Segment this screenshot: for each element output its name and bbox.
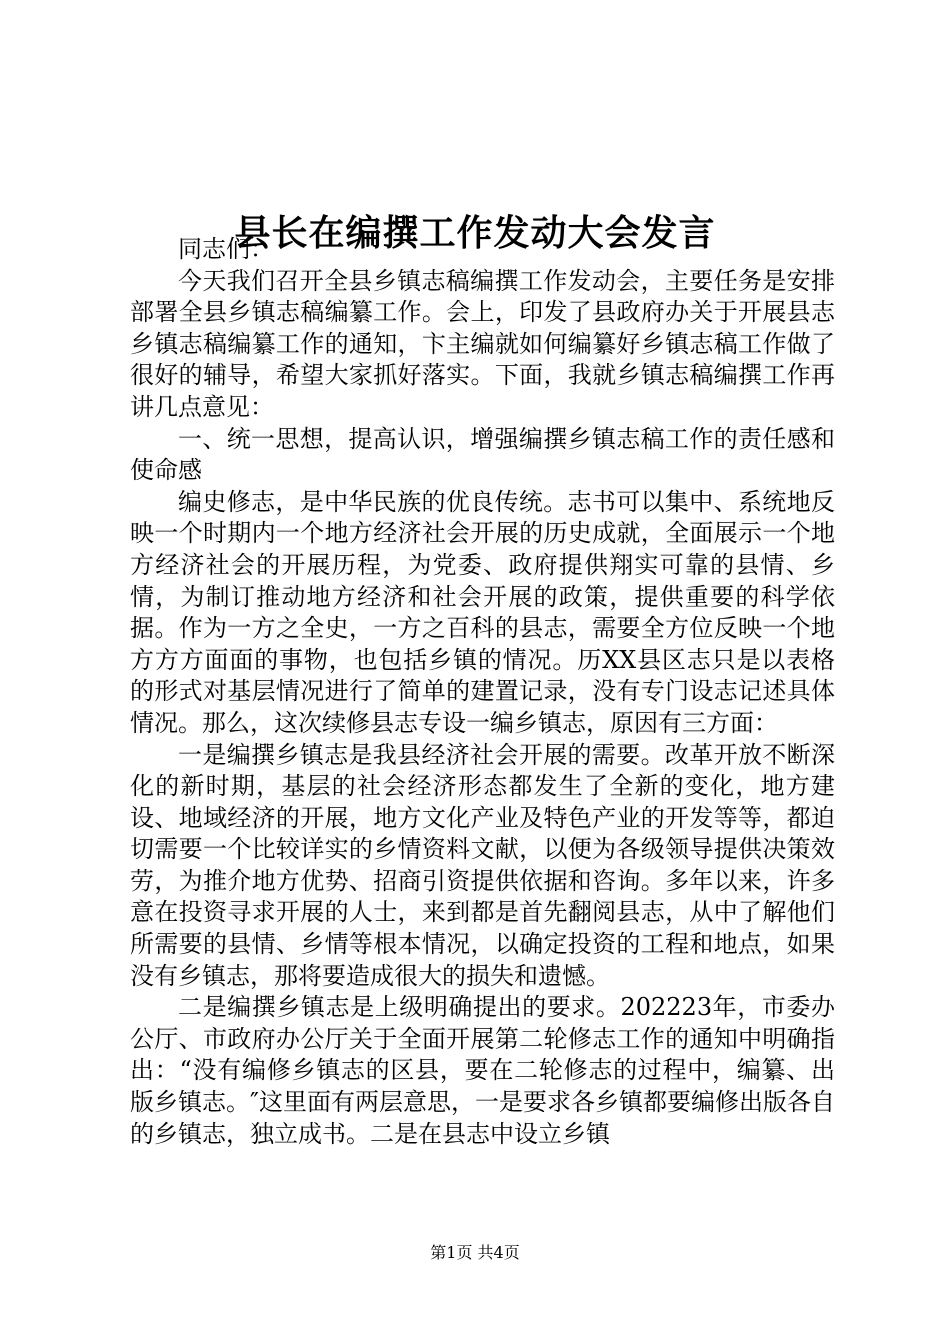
page-number-footer: 第1页 共4页	[430, 1243, 520, 1262]
paragraph-reason-2: 二是编撰乡镇志是上级明确提出的要求。202223年，市委办公厅、市政府办公厅关于全面开展第二轮修志工作的通知中明确指出：“没有编修乡镇志的区县，要在二轮修志的过程中，编纂、出版乡镇志。″这里面有两层意思，一是要求各乡镇都要编修出版各自的乡镇志，独立成书。二是在县志中设立乡镇	[130, 993, 835, 1148]
paragraph-history: 编史修志，是中华民族的优良传统。志书可以集中、系统地反映一个时期内一个地方经济社会开展的历史成就，全面展示一个地方经济社会的开展历程，为党委、政府提供翔实可靠的县情、乡情，为制订推动地方经济和社会开展的政策，提供重要的科学依据。作为一方之全史，一方之百科的县志，需要全方位反映一个地方方方面面的事物，也包括乡镇的情况。历XX县区志只是以表格的形式对基层情况进行了简单的建置记录，没有专门设志记述具体情况。那么，这次续修县志专设一编乡镇志，原因有三方面：	[130, 487, 835, 737]
paragraph-reason-1: 一是编撰乡镇志是我县经济社会开展的需要。改革开放不断深化的新时期，基层的社会经济形态都发生了全新的变化，地方建设、地域经济的开展，地方文化产业及特色产业的开发等等，都迫切需要一个比较详实的乡情资料文献，以便为各级领导提供决策效劳，为推介地方优势、招商引资提供依据和咨询。多年以来，许多意在投资寻求开展的人士，来到都是首先翻阅县志，从中了解他们所需要的县情、乡情等根本情况，以确定投资的工程和地点，如果没有乡镇志，那将要造成很大的损失和遗憾。	[130, 740, 835, 990]
document-title: 县长在编撰工作发动大会发言	[234, 212, 716, 255]
paragraph-intro: 今天我们召开全县乡镇志稿编撰工作发动会，主要任务是安排部署全县乡镇志稿编纂工作。会上，印发了县政府办关于开展县志乡镇志稿编纂工作的通知，卞主编就如何编纂好乡镇志稿工作做了很好的辅导，希望大家抓好落实。下面，我就乡镇志稿编撰工作再讲几点意见：	[130, 266, 835, 421]
paragraph-salutation: 同志们：	[178, 235, 274, 263]
document-body	[130, 234, 835, 1150]
section-heading-1: 一、统一思想，提高认识，增强编撰乡镇志稿工作的责任感和使命感	[130, 424, 835, 485]
